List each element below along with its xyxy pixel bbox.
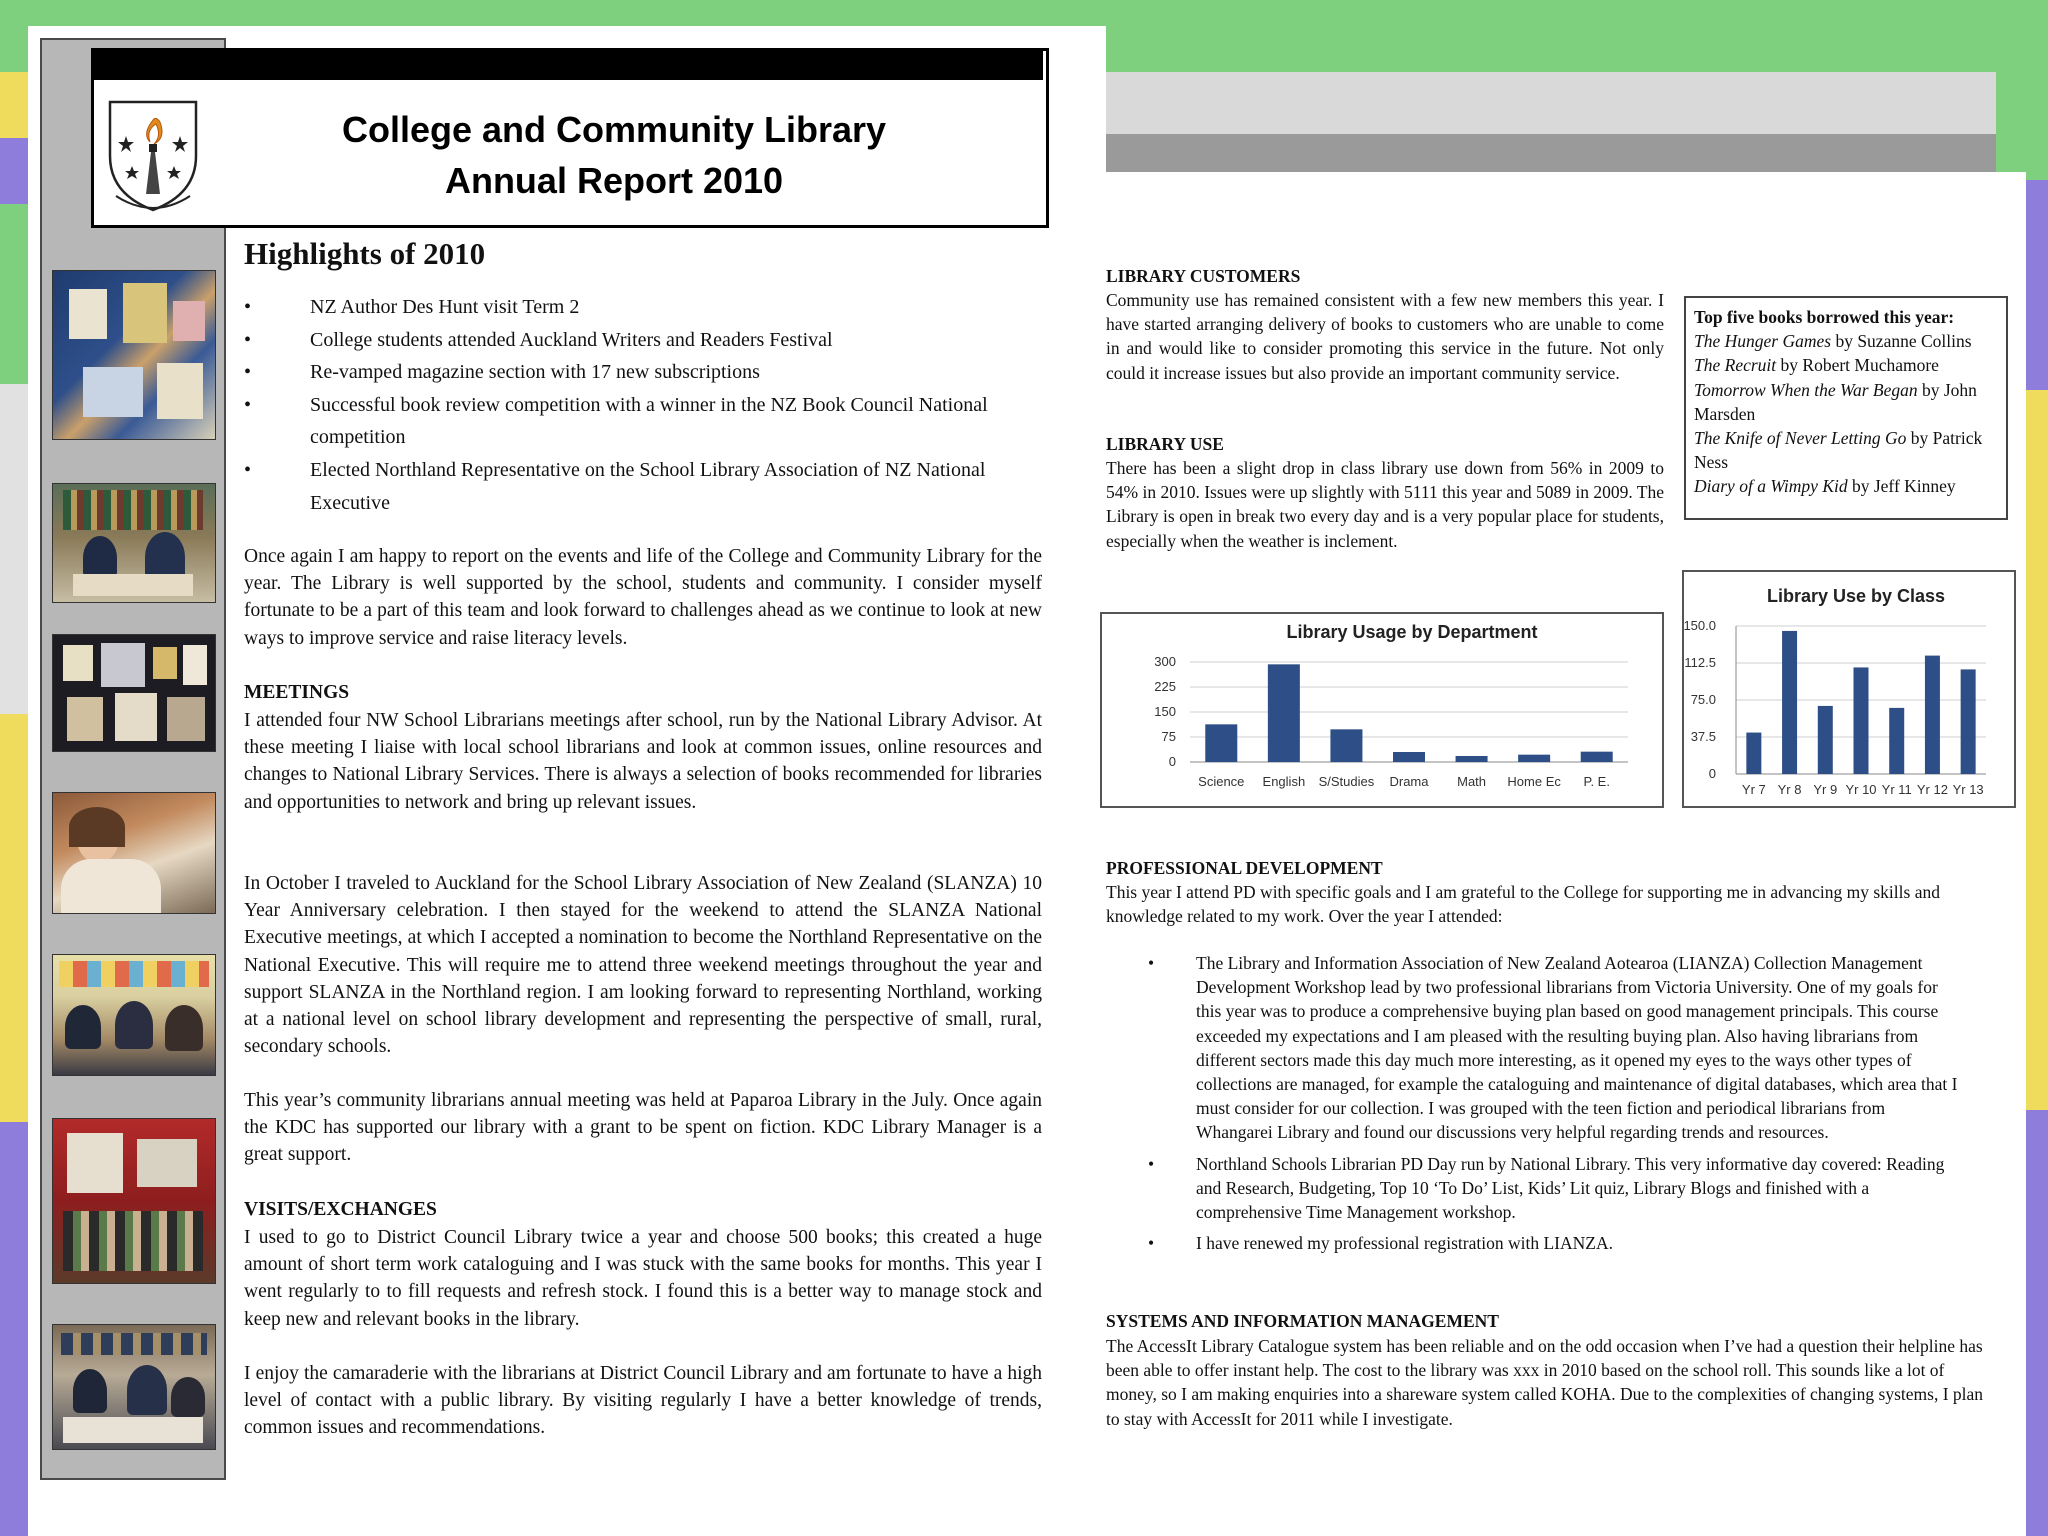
list-item: [1694, 426, 2004, 474]
x-tick-label: P. E.: [1583, 774, 1610, 789]
y-tick-label: 75: [1161, 729, 1176, 744]
systems-paragraph: The AccessIt Library Catalogue system has been reliable and on the odd occasion when I’ve had a question their helpline has been able to offer instant help. The cost to the library was xxx in 2010 based on the school roll. This sounds like a lot of money, so I am making enquiries into a shareware system called KOHA. Due to the complexities of changing systems, I plan to stay with AccessIt for 2011 while I investigate.: [1106, 1336, 1984, 1429]
list-item: [1694, 329, 2004, 353]
customers-paragraph: Community use has remained consistent with a few new members this year. I have started arranging delivery of books to customers who are unable to come in and would like to consider promoting this service in the future. Not only could it increase issues but also provide an important community service.: [1106, 290, 1664, 383]
department-usage-chart: [1102, 614, 1662, 806]
school-crest-icon: [102, 96, 204, 214]
book-author: by Patrick Ness: [1694, 428, 1983, 473]
department-chart-frame: [1100, 612, 1664, 808]
meetings-paragraph-1: I attended four NW School Librarians meetings after school, run by the National Library Advisor. At these meeting I liaise with local school librarians and look at common issues, online resources and changes to National Library Services. There is always a selection of books recommended for libraries and opportunities to network and bring up relevant issues.: [244, 710, 1042, 813]
x-tick-label: Yr 11: [1881, 782, 1912, 797]
x-tick-label: Yr 9: [1813, 782, 1838, 797]
systems-heading: SYSTEMS AND INFORMATION MANAGEMENT: [1106, 1311, 1499, 1331]
bar: [1581, 752, 1613, 762]
y-tick-label: 37.5: [1690, 729, 1716, 744]
bar: [1393, 752, 1425, 762]
list-item: • NZ Author Des Hunt visit Term 2: [244, 291, 1044, 324]
bulletin-board-photo: [52, 270, 216, 440]
list-item: • Successful book review competition with a winner in the NZ Book Council National competition: [244, 389, 1044, 454]
top-books-list: [1694, 305, 2004, 499]
x-tick-label: Yr 12: [1916, 782, 1948, 797]
students-reading-photo: [52, 483, 216, 603]
y-tick-label: 112.5: [1684, 655, 1716, 670]
x-tick-label: Drama: [1389, 774, 1429, 789]
bar: [1925, 656, 1940, 774]
bg-purple-left: [0, 138, 28, 204]
bar: [1330, 729, 1362, 762]
list-item: • Northland Schools Librarian PD Day run by National Library. This very informative day covered: Reading and Research, Budgeting, Top 10 ‘To Do’ List, Kids’ Lit quiz, Library Blogs and finished with a comprehensive Time Management workshop.: [1148, 1152, 1964, 1225]
x-tick-label: Science: [1198, 774, 1245, 789]
bar: [1205, 724, 1237, 762]
list-item: • Re-vamped magazine section with 17 new subscriptions: [244, 356, 1044, 389]
visits-paragraph-1: I used to go to District Council Library twice a year and choose 500 books; this created a huge amount of short term work cataloguing and I was stuck with the same books for months. This year I went regularly to to fill requests and refresh stock. I found this is a better way to manage stock and keep new and relevant books in the library.: [244, 1227, 1042, 1330]
bar: [1782, 631, 1797, 774]
students-table-photo: [52, 954, 216, 1076]
x-tick-label: Math: [1457, 774, 1487, 789]
y-tick-label: 0: [1168, 754, 1176, 769]
list-item: [1694, 353, 2004, 377]
y-tick-label: 225: [1154, 679, 1176, 694]
top-books-heading: Top five books borrowed this year:: [1694, 307, 1955, 327]
title-line-1: College and Community Library: [341, 109, 887, 150]
y-tick-label: 150: [1154, 704, 1176, 719]
bar: [1889, 708, 1904, 774]
bar: [1746, 733, 1761, 774]
list-item: • Elected Northland Representative on the School Library Association of NZ National Executive: [244, 454, 1044, 519]
book-author: by Robert Muchamore: [1776, 355, 1939, 376]
list-item: • The Library and Information Association of New Zealand Aotearoa (LIANZA) Collection Management Development Workshop lead by two professional librarians from Victoria University. One of my goals for this year was to produce a comprehensive buying plan based on good management principals. This course exceeded my expectations and I am pleased with the resulting buying plan. Also having librarians from different sectors made this day much more interesting, as it opened my eyes to the ways other types of collections are managed, for example the cataloguing and maintenance of digital databases, which area that I must consider for our collection. I was grouped with the teen fiction and periodical librarians from Whangarei Library and found our discussions very helpful regarding trends and resources.: [1148, 951, 1964, 1145]
bar: [1854, 667, 1869, 774]
highlights-list: [244, 291, 1044, 519]
classroom-photo: [52, 1324, 216, 1450]
book-title: Tomorrow When the War Began: [1694, 379, 1918, 400]
display-board-photo: [52, 634, 216, 752]
visits-paragraph-2: I enjoy the camaraderie with the librarians at District Council Library and am fortunate to have a high level of contact with a public library. By visiting regularly I have a better knowledge of trends, common issues and recommendations.: [244, 1363, 1042, 1439]
bg-green-left-2: [0, 204, 28, 384]
intro-paragraph: Once again I am happy to report on the events and life of the College and Community Library for the year. The Library is well supported by the school, students and community. I consider myself fortunate to be a part of this team and look forward to challenges ahead as we continue to look at new ways to improve service and raise literacy levels.: [244, 546, 1042, 649]
chart-title: Library Use by Class: [1766, 586, 1946, 606]
page-title: [214, 104, 1014, 206]
bar: [1456, 756, 1488, 762]
highlights-heading: Highlights of 2010: [244, 236, 486, 271]
bg-purple-right: [2026, 180, 2048, 390]
title-line-2: Annual Report 2010: [444, 160, 784, 201]
bg-grey-left: [0, 384, 28, 714]
book-title: Diary of a Wimpy Kid: [1694, 476, 1848, 497]
meetings-heading: MEETINGS: [244, 682, 350, 703]
y-tick-label: 300: [1154, 654, 1176, 669]
title-black-bar: [91, 48, 1043, 80]
library-use-heading: LIBRARY USE: [1106, 434, 1224, 454]
bg-green-right: [1106, 26, 2048, 72]
book-author: by Jeff Kinney: [1847, 476, 1956, 497]
bg-green-right-2: [1996, 72, 2048, 180]
bar: [1268, 664, 1300, 762]
pd-list: [1148, 951, 1964, 1262]
bar: [1518, 755, 1550, 762]
y-tick-label: 75.0: [1690, 692, 1716, 707]
bar: [1818, 706, 1833, 774]
pd-intro: This year I attend PD with specific goals and I am grateful to the College for supporting me in advancing my skills and knowledge related to my work. Over the year I attended:: [1106, 882, 1940, 927]
bg-purple-right-2: [2026, 1110, 2048, 1536]
book-title: The Knife of Never Letting Go: [1694, 428, 1907, 449]
x-tick-label: Home Ec: [1507, 774, 1561, 789]
bg-grey-right-2: [1106, 134, 1996, 172]
bg-green-left: [0, 0, 28, 72]
bg-grey-right: [1106, 72, 1996, 134]
bg-yellow-left: [0, 72, 28, 138]
x-tick-label: Yr 7: [1741, 782, 1766, 797]
list-item: [1694, 474, 2004, 498]
x-tick-label: Yr 13: [1952, 782, 1984, 797]
chart-title: Library Usage by Department: [1286, 622, 1538, 642]
x-tick-label: Yr 8: [1777, 782, 1802, 797]
meetings-paragraph-2: In October I traveled to Auckland for the School Library Association of New Zealand (SLANZA) 10 Year Anniversary celebration. I then stayed for the weekend to attend the SLANZA National Executive meetings, at which I accepted a nomination to become the Northland Representative on the National Executive. This will require me to attend three weekend meetings throughout the year and support SLANZA in the Northland region. I am looking forward to representing Northland, working at a national level on school library development and representing the perspective of small, rural, secondary schools.: [244, 873, 1042, 1058]
list-item: • I have renewed my professional registration with LIANZA.: [1148, 1231, 1964, 1255]
book-title: The Recruit: [1694, 355, 1777, 376]
bar: [1961, 669, 1976, 774]
pd-heading: PROFESSIONAL DEVELOPMENT: [1106, 858, 1383, 878]
meetings-paragraph-3: This year’s community librarians annual meeting was held at Paparoa Library in the July. Once again the KDC has supported our library with a grant to be spent on fiction. KDC Library Manager is a great support.: [244, 1090, 1042, 1166]
book-author: by John Marsden: [1694, 379, 1977, 424]
list-item: • College students attended Auckland Writers and Readers Festival: [244, 324, 1044, 357]
x-tick-label: English: [1262, 774, 1306, 789]
bg-yellow-right: [2026, 390, 2048, 1110]
y-tick-label: 150.0: [1684, 618, 1716, 633]
bg-green-top: [0, 0, 2048, 26]
x-tick-label: S/Studies: [1318, 774, 1375, 789]
bg-yellow-left-2: [0, 714, 28, 1122]
visits-heading: VISITS/EXCHANGES: [244, 1199, 437, 1220]
y-tick-label: 0: [1708, 766, 1716, 781]
library-use-paragraph: There has been a slight drop in class library use down from 56% in 2009 to 54% in 2010. Issues were up slightly with 5111 this year and 5089 in 2009. The Library is open in break two every day and is a very popular place for students, especially when the weather is inclement.: [1106, 458, 1664, 551]
x-tick-label: Yr 10: [1845, 782, 1877, 797]
class-usage-chart: [1684, 572, 2014, 806]
librarian-photo: [52, 792, 216, 914]
bg-purple-left-2: [0, 1122, 28, 1536]
list-item: [1694, 378, 2004, 426]
customers-heading: LIBRARY CUSTOMERS: [1106, 266, 1301, 286]
book-title: The Hunger Games: [1694, 331, 1832, 352]
class-chart-frame: [1682, 570, 2016, 808]
book-author: by Suzanne Collins: [1831, 331, 1972, 352]
book-display-photo: [52, 1118, 216, 1284]
